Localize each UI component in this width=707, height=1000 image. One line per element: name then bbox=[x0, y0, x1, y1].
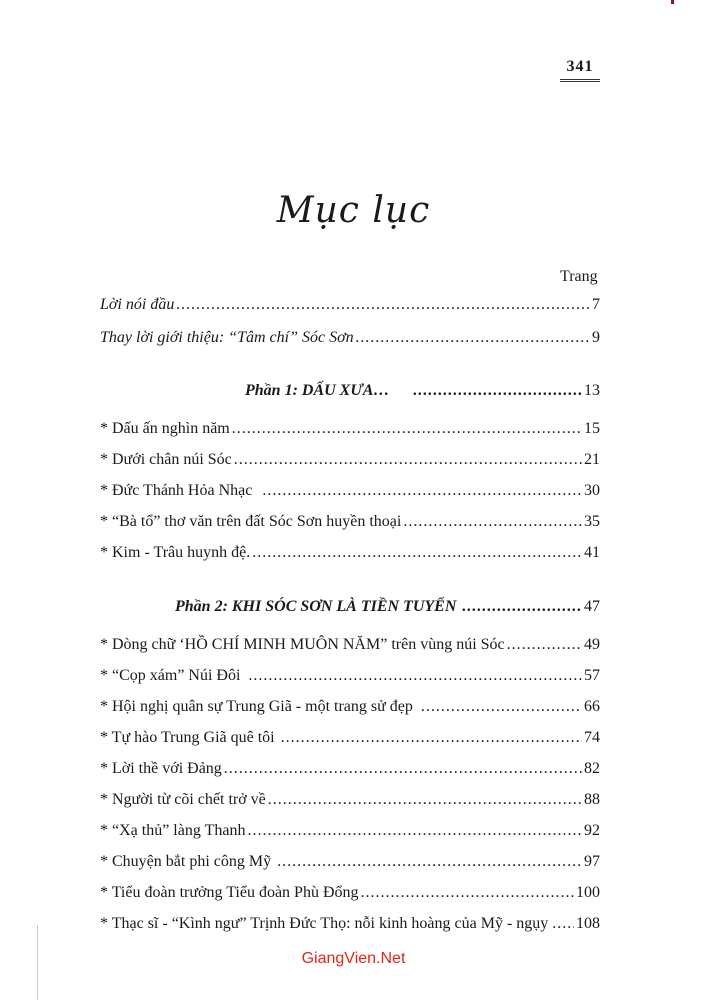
leader-dots bbox=[268, 791, 582, 809]
toc-entry[interactable] bbox=[100, 636, 600, 658]
page-edge-mark bbox=[671, 0, 674, 4]
toc-entry-label: * Lời thề với Đảng bbox=[100, 760, 222, 777]
toc-entry[interactable] bbox=[100, 853, 600, 875]
toc-entry-page: 21 bbox=[584, 451, 600, 468]
leader-dots bbox=[403, 513, 582, 531]
leader-dots bbox=[281, 729, 582, 747]
toc-entry[interactable] bbox=[100, 822, 600, 844]
leader-dots bbox=[247, 822, 582, 840]
toc-entry[interactable] bbox=[100, 791, 600, 813]
toc-entry-label: * Hội nghị quân sự Trung Giã - một trang sử đẹp bbox=[100, 698, 413, 715]
toc-entry-label: * Dấu ấn nghìn năm bbox=[100, 420, 230, 437]
toc-entry-label: * Tự hào Trung Giã quê tôi bbox=[100, 729, 275, 746]
toc-entry-page: 88 bbox=[584, 791, 600, 808]
toc-entry-page: 82 bbox=[584, 760, 600, 777]
part-heading-label: Phần 1: DẤU XƯA… bbox=[245, 382, 390, 399]
toc-entry-label: * Kim - Trâu huynh đệ. bbox=[100, 544, 251, 561]
toc-entry-label: Thay lời giới thiệu: “Tâm chí” Sóc Sơn bbox=[100, 329, 354, 346]
toc-entry-label: * “Cọp xám” Núi Đôi bbox=[100, 667, 241, 684]
toc-entry[interactable] bbox=[100, 296, 600, 318]
leader-dots bbox=[232, 420, 582, 438]
toc-entry-page: 49 bbox=[584, 636, 600, 653]
leader-dots bbox=[361, 884, 575, 902]
leader-dots bbox=[356, 329, 590, 347]
toc-entry[interactable] bbox=[100, 729, 600, 751]
toc-entry-label: * Đức Thánh Hỏa Nhạc bbox=[100, 482, 253, 499]
leader-dots bbox=[421, 698, 582, 716]
page-number: 341 bbox=[560, 58, 600, 82]
toc-entry-label: * Tiểu đoàn trưởng Tiểu đoàn Phù Đổng bbox=[100, 884, 359, 901]
leader-dots bbox=[413, 382, 582, 400]
toc-entry[interactable] bbox=[100, 915, 600, 937]
toc-entry[interactable] bbox=[100, 760, 600, 782]
toc-entry[interactable] bbox=[100, 698, 600, 720]
toc-entry-page: 35 bbox=[584, 513, 600, 530]
toc-entry-page: 7 bbox=[592, 296, 600, 313]
leader-dots bbox=[507, 636, 582, 654]
leader-dots bbox=[277, 853, 582, 871]
toc-entry-page: 15 bbox=[584, 420, 600, 437]
leader-dots bbox=[462, 598, 582, 616]
toc-entry-page: 9 bbox=[592, 329, 600, 346]
toc-entry-page: 74 bbox=[584, 729, 600, 746]
toc-entry-page: 100 bbox=[576, 884, 600, 901]
toc-entry[interactable] bbox=[100, 513, 600, 535]
toc-entry-page: 66 bbox=[584, 698, 600, 715]
toc-entry-page: 97 bbox=[584, 853, 600, 870]
toc-entry-label: * Chuyện bắt phi công Mỹ bbox=[100, 853, 272, 870]
toc-entry-label: * “Bà tổ” thơ văn trên đất Sóc Sơn huyền thoại bbox=[100, 513, 402, 530]
toc-entry[interactable] bbox=[100, 420, 600, 442]
part-heading-page: 13 bbox=[584, 382, 600, 399]
toc-entry[interactable] bbox=[100, 482, 600, 504]
page-column-label: Trang bbox=[560, 268, 598, 285]
toc-entry-page: 108 bbox=[576, 915, 600, 932]
toc-entry-label: Lời nói đầu bbox=[100, 296, 175, 313]
leader-dots bbox=[262, 482, 582, 500]
toc-entry-page: 92 bbox=[584, 822, 600, 839]
toc-entry-label: * Người từ cõi chết trở về bbox=[100, 791, 266, 808]
toc-entry[interactable] bbox=[100, 451, 600, 473]
part-heading-page: 47 bbox=[584, 598, 600, 615]
toc-entry[interactable] bbox=[100, 329, 600, 351]
toc-entry-page: 41 bbox=[584, 544, 600, 561]
toc-entry[interactable] bbox=[100, 667, 600, 689]
page-title: Mục lục bbox=[276, 190, 431, 231]
toc-entry-label: * Thạc sĩ - “Kình ngư” Trịnh Đức Thọ: nỗi kinh hoàng của Mỹ - ngụy bbox=[100, 915, 549, 932]
toc-part-heading[interactable] bbox=[175, 598, 600, 620]
watermark: GiangVien.Net bbox=[301, 950, 406, 967]
toc-entry-label: * Dưới chân núi Sóc bbox=[100, 451, 232, 468]
leader-dots bbox=[252, 544, 582, 562]
toc-entry-label: * Dòng chữ ‘HỒ CHÍ MINH MUÔN NĂM” trên vùng núi Sóc bbox=[100, 636, 505, 653]
leader-dots bbox=[552, 915, 574, 933]
toc-entry-label: * “Xạ thủ” làng Thanh bbox=[100, 822, 246, 839]
toc-entry-page: 30 bbox=[584, 482, 600, 499]
leader-dots bbox=[224, 760, 582, 778]
part-heading-label: Phần 2: KHI SÓC SƠN LÀ TIỀN TUYẾN bbox=[175, 598, 457, 615]
leader-dots bbox=[176, 296, 590, 314]
leader-dots bbox=[248, 667, 582, 685]
toc-part-heading[interactable] bbox=[245, 382, 600, 404]
leader-dots bbox=[234, 451, 582, 469]
toc-entry-page: 57 bbox=[584, 667, 600, 684]
toc-entry[interactable] bbox=[100, 884, 600, 906]
toc-entry[interactable] bbox=[100, 544, 600, 566]
